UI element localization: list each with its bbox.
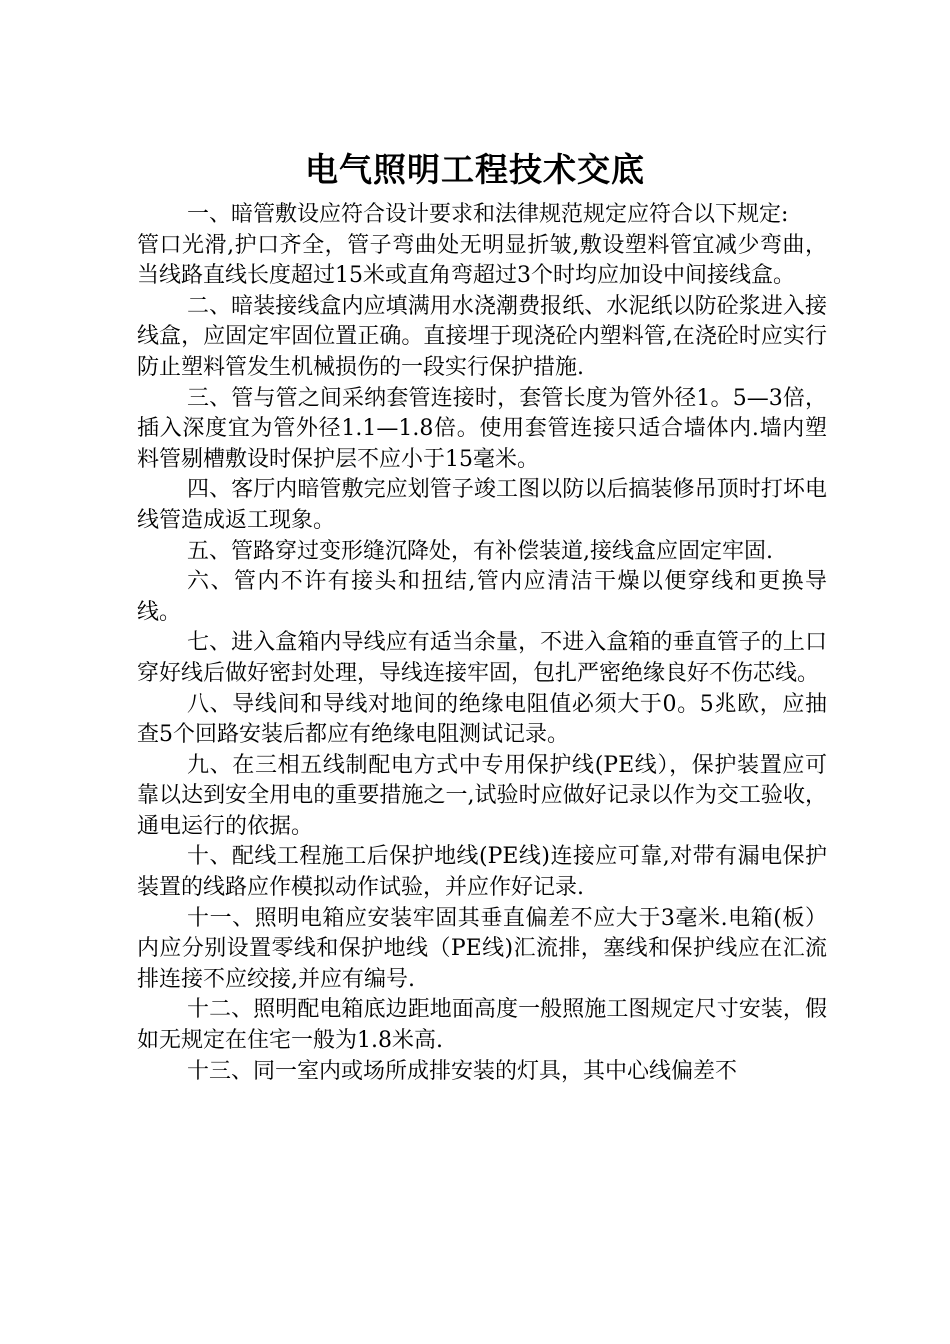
paragraph: 十一、照明电箱应安装牢固其垂直偏差不应大于3毫米.电箱(板）内应分别设置零线和保护地线（PE线)汇流排，塞线和保护线应在汇流排连接不应绞接,并应有编号. [137,905,827,992]
document-title: 电气照明工程技术交底 [305,150,645,189]
paragraph: 九、在三相五线制配电方式中专用保护线(PE线），保护装置应可靠以达到安全用电的重要措施之一,试验时应做好记录以作为交工验收，通电运行的依据。 [137,752,827,839]
paragraph: 七、进入盒箱内导线应有适当余量，不进入盒箱的垂直管子的上口穿好线后做好密封处理，导线连接牢固，包扎严密绝缘良好不伤芯线。 [137,630,827,686]
paragraph: 三、管与管之间采纳套管连接时，套管长度为管外径1。5—3倍，插入深度宜为管外径1.1—1.8倍。使用套管连接只适合墙体内.墙内塑料管剔槽敷设时保护层不应小于15毫米。 [137,385,827,472]
paragraph: 六、管内不许有接头和扭结,管内应清洁干燥以便穿线和更换导线。 [137,569,827,625]
paragraph: 二、暗装接线盒内应填满用水浇潮费报纸、水泥纸以防砼浆进入接线盒，应固定牢固位置正确。直接埋于现浇砼内塑料管,在浇砼时应实行防止塑料管发生机械损伤的一段实行保护措施. [137,293,827,380]
paragraph: 一、暗管敷设应符合设计要求和法律规范规定应符合以下规定: [187,202,789,227]
document-body [137,200,827,1087]
paragraph: 四、客厅内暗管敷完应划管子竣工图以防以后搞装修吊顶时打坏电线管造成返工现象。 [137,477,827,533]
paragraph: 十二、照明配电箱底边距地面高度一般照施工图规定尺寸安装，假如无规定在住宅一般为1.8米高. [137,997,827,1054]
paragraph: 五、管路穿过变形缝沉降处，有补偿装道,接线盒应固定牢固. [187,538,773,564]
paragraph: 管口光滑,护口齐全，管子弯曲处无明显折皱,敷设塑料管宜减少弯曲，当线路直线长度超过15米或直角弯超过3个时均应加设中间接线盒。 [137,232,827,289]
paragraph: 十三、同一室内或场所成排安装的灯具，其中心线偏差不 [187,1058,738,1084]
paragraph: 十、配线工程施工后保护地线(PE线)连接应可靠,对带有漏电保护装置的线路应作模拟动作试验，并应作好记录. [137,844,827,901]
paragraph: 八、导线间和导线对地间的绝缘电阻值必须大于0。5兆欧，应抽查5个回路安装后都应有绝缘电阻测试记录。 [137,691,827,748]
